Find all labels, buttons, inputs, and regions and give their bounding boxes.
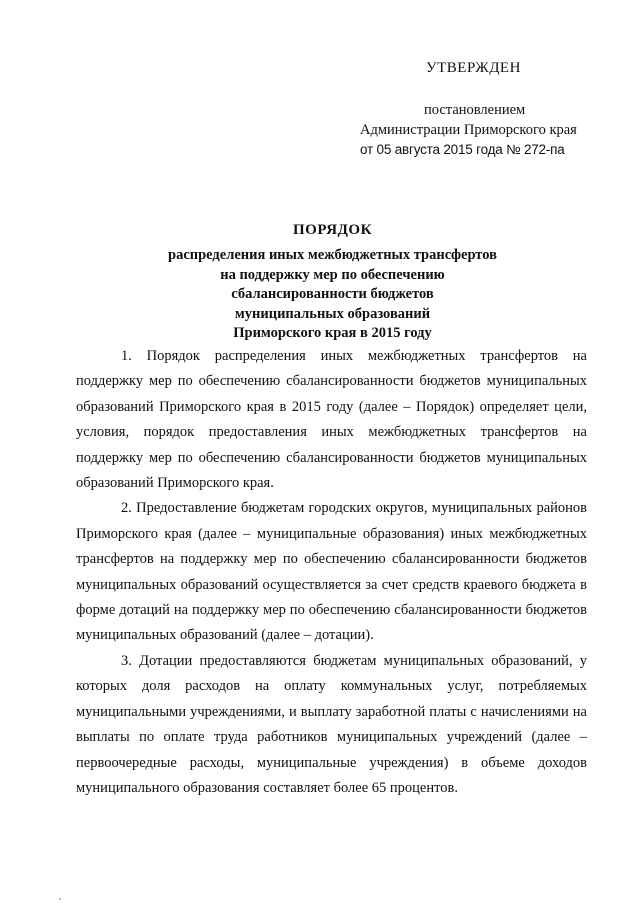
- document-subtitle-line: распределения иных межбюджетных трансфертов: [168, 247, 497, 264]
- document-title-block: [80, 221, 585, 343]
- resolution-date-number: от 05 августа 2015 года № 272-па: [360, 142, 565, 157]
- approved-heading: УТВЕРЖДЕН: [426, 60, 521, 76]
- document-subtitle-line: муниципальных образований: [234, 305, 431, 322]
- scan-speck: [59, 898, 61, 900]
- document-title: ПОРЯДОК: [293, 222, 372, 238]
- authority-name: Администрации Приморского края: [360, 122, 577, 138]
- paragraph-1: 1. Порядок распределения иных межбюджетных трансфертов на поддержку мер по обеспечению сбалансированности бюджетов муниципальных образований Приморского края в 2015 году (далее – Порядок) определяет цели, условия, порядок предоставления иных межбюджетных трансфертов на поддержку мер по обеспечению сбалансированности бюджетов муниципальных образований Приморского края.: [76, 348, 587, 492]
- document-subtitle-line: на поддержку мер по обеспечению: [220, 266, 445, 283]
- document-subtitle-line: сбалансированности бюджетов: [231, 286, 434, 303]
- approval-stamp: [360, 58, 600, 160]
- resolution-word: постановлением: [424, 102, 526, 118]
- document-body: [76, 344, 587, 801]
- document-subtitle-line: Приморского края в 2015 году: [233, 325, 432, 342]
- paragraph-3: 3. Дотации предоставляются бюджетам муниципальных образований, у которых доля расходов на оплату коммунальных услуг, потребляемых муниципальными учреждениями, и выплату заработной платы с начислениями на выплаты по оплате труда работников муниципальных учреждений (далее – первоочередные расходы, муниципальные учреждения) в объеме доходов муниципального образования составляет более 65 процентов.: [76, 652, 587, 796]
- paragraph-2: 2. Предоставление бюджетам городских округов, муниципальных районов Приморского края (далее – муниципальные образования) иных межбюджетных трансфертов на поддержку мер по обеспечению сбалансированности бюджетов муниципальных образований осуществляется за счет средств краевого бюджета в форме дотаций на поддержку мер по обеспечению сбалансированности бюджетов муниципальных образований (далее – дотации).: [76, 500, 587, 644]
